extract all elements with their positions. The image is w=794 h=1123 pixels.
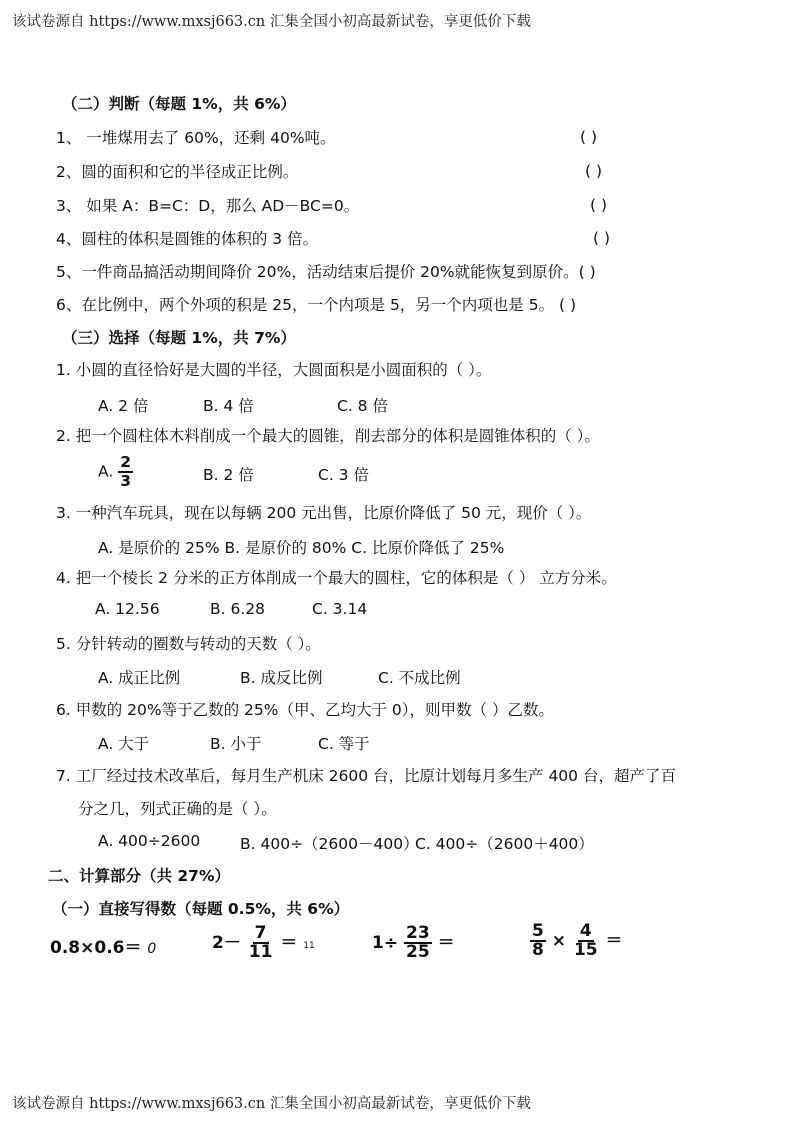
- choice-q3: 3. 一种汽车玩具，现在以每辆 200 元出售，比原价降低了 50 元，现价（ ）。: [56, 504, 592, 522]
- fraction-denominator: 15: [573, 940, 598, 960]
- choice-q2-option-c: C. 3 倍: [318, 466, 369, 484]
- choice-q4: 4. 把一个棱长 2 分米的正方体削成一个最大的圆柱，它的体积是（ ） 立方分米。: [56, 569, 617, 587]
- choice-q1-option-a: A. 2 倍: [98, 397, 149, 415]
- fraction-five-eighths: [530, 923, 546, 959]
- judge-section-title: （二）判断（每题 1%，共 6%）: [62, 95, 296, 113]
- calc-expression-3: [372, 925, 455, 961]
- choice-q7-option-c: C. 400÷（2600＋400）: [415, 835, 594, 853]
- judge-answer-4: ( ): [593, 229, 611, 247]
- judge-item-5: 5、一件商品搞活动期间降价 20%，活动结束后提价 20%就能恢复到原价。( ): [56, 263, 596, 281]
- page-footer-source: 该试卷源自 https://www.mxsj663.cn 汇集全国小初高最新试卷，享更低价下载: [12, 1096, 531, 1112]
- calc-expression-2: [212, 925, 315, 961]
- calc-expression-1-answer: 0: [147, 941, 157, 957]
- calc-expression-2-prefix: 2－: [212, 933, 241, 953]
- choice-q7-line-2: 分之几，列式正确的是（ ）。: [78, 800, 277, 818]
- calc-section-title: 二、计算部分（共 27%）: [48, 867, 230, 885]
- calc-expression-3-equals: ＝: [437, 933, 455, 953]
- choice-q5-option-c: C. 不成比例: [378, 669, 461, 687]
- judge-item-2: 2、圆的面积和它的半径成正比例。: [56, 163, 299, 181]
- choice-q3-options: A. 是原价的 25% B. 是原价的 80% C. 比原价降低了 25%: [98, 539, 505, 557]
- calc-expression-1: [50, 933, 156, 958]
- judge-item-6: 6、在比例中，两个外项的积是 25，一个内项是 5，另一个内项也是 5。 ( ): [56, 296, 577, 314]
- fraction-denominator: 25: [406, 942, 430, 962]
- choice-q2: 2. 把一个圆柱体木料削成一个最大的圆锥，削去部分的体积是圆锥体积的（ ）。: [56, 427, 600, 445]
- choice-q4-option-b: B. 6.28: [210, 600, 265, 618]
- judge-answer-3: ( ): [590, 196, 608, 214]
- fraction-two-thirds: [118, 454, 133, 490]
- choice-q2-option-a-label: A.: [98, 462, 114, 481]
- fraction-numerator: 2: [120, 453, 131, 471]
- fraction-seven-elevenths: [247, 925, 275, 961]
- calc-expression-2-answer: 11: [303, 941, 315, 951]
- choice-q6-option-b: B. 小于: [210, 735, 262, 753]
- judge-item-3: 3、 如果 A：B=C：D，那么 AD－BC=0。: [56, 197, 360, 215]
- fraction-numerator: 23: [406, 923, 430, 943]
- choice-q6-option-a: A. 大于: [98, 735, 150, 753]
- choice-q1-option-b: B. 4 倍: [203, 397, 254, 415]
- judge-item-1: 1、 一堆煤用去了 60%，还剩 40%吨。: [56, 129, 336, 147]
- judge-answer-2: ( ): [585, 162, 603, 180]
- fraction-denominator: 3: [120, 472, 131, 490]
- calc-subsection-title: （一）直接写得数（每题 0.5%，共 6%）: [52, 900, 350, 918]
- calc-expression-4: [530, 923, 623, 959]
- choice-q4-option-c: C. 3.14: [312, 600, 368, 618]
- calc-expression-4-times: ×: [551, 931, 567, 951]
- choice-q6-option-c: C. 等于: [318, 735, 370, 753]
- choice-q7-line-1: 7. 工厂经过技术改革后，每月生产机床 2600 台，比原计划每月多生产 400 台，超产了百: [56, 767, 676, 785]
- page-header-source: 该试卷源自 https://www.mxsj663.cn 汇集全国小初高最新试卷，享更低价下载: [12, 14, 531, 30]
- fraction-denominator: 8: [532, 940, 544, 960]
- choice-q2-option-b: B. 2 倍: [203, 466, 254, 484]
- choice-q7-option-b: B. 400÷（2600－400）: [240, 835, 419, 853]
- choice-q1: 1. 小圆的直径恰好是大圆的半径，大圆面积是小圆面积的（ ）。: [56, 361, 492, 379]
- choice-section-title: （三）选择（每题 1%，共 7%）: [62, 329, 296, 347]
- calc-expression-4-equals: ＝: [605, 931, 623, 951]
- choice-q1-option-c: C. 8 倍: [337, 397, 388, 415]
- choice-q7-option-a: A. 400÷2600: [98, 832, 201, 850]
- fraction-numerator: 7: [254, 923, 267, 943]
- calc-expression-1-text: 0.8×0.6＝: [50, 938, 142, 958]
- fraction-four-fifteenths: [572, 923, 600, 959]
- fraction-twentythree-twentyfifths: [404, 925, 432, 961]
- calc-expression-3-prefix: 1÷: [372, 933, 399, 953]
- choice-q2-option-a: [98, 454, 133, 490]
- judge-answer-1: ( ): [580, 128, 598, 146]
- fraction-numerator: 4: [579, 921, 592, 941]
- fraction-numerator: 5: [532, 921, 544, 941]
- choice-q4-option-a: A. 12.56: [95, 600, 160, 618]
- fraction-denominator: 11: [248, 942, 273, 962]
- judge-item-4: 4、圆柱的体积是圆锥的体积的 3 倍。: [56, 230, 319, 248]
- calc-expression-2-equals: ＝: [280, 933, 298, 953]
- choice-q6: 6. 甲数的 20%等于乙数的 25%（甲、乙均大于 0），则甲数（ ）乙数。: [56, 701, 554, 719]
- choice-q5-option-a: A. 成正比例: [98, 669, 181, 687]
- choice-q5-option-b: B. 成反比例: [240, 669, 323, 687]
- choice-q5: 5. 分针转动的圈数与转动的天数（ ）。: [56, 635, 321, 653]
